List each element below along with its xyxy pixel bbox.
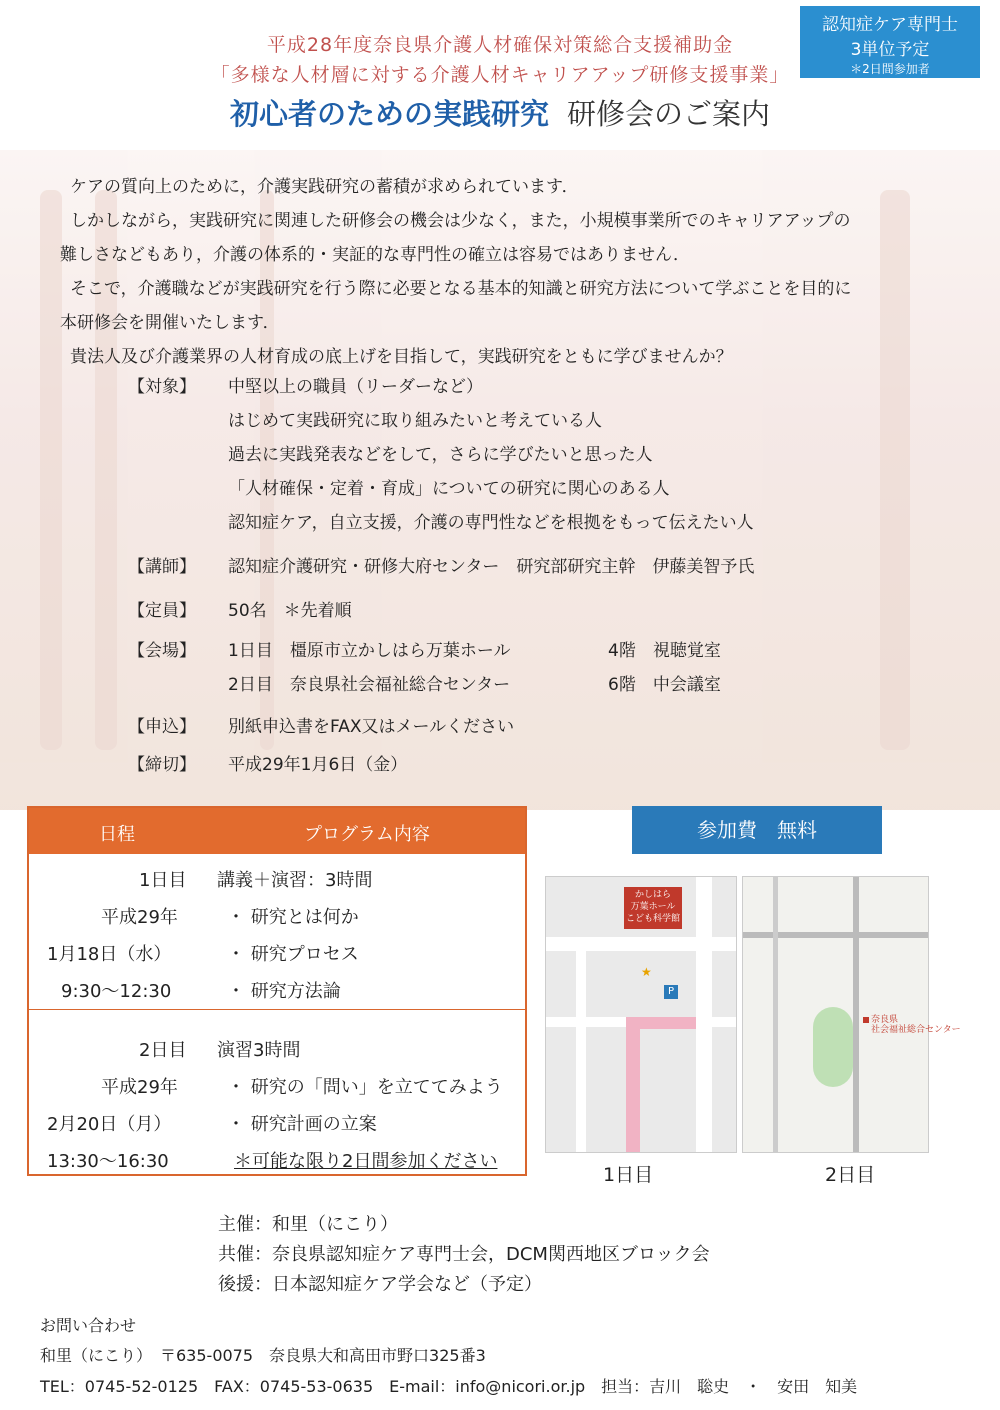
map2-venue-label: 奈良県 社会福祉総合センター: [871, 1015, 961, 1035]
day2-date: 2月20日（月）: [47, 1114, 172, 1135]
intro-line: そこで，介護職などが実践研究を行う際に必要となる基本的知識と研究方法について学ぶことを目的に: [70, 279, 852, 299]
day2-item: ・ 研究の「問い」を立ててみよう: [227, 1077, 503, 1098]
contact-address: 和里（にこり） 〒635-0075 奈良県大和高田市野口325番3: [40, 1346, 486, 1365]
intro-line: 難しさなどもあり，介護の体系的・実証的な専門性の確立は容易ではありません．: [60, 245, 691, 265]
intro-line: 本研修会を開催いたします．: [60, 313, 280, 333]
intro-line: しかしながら，実践研究に関連した研修会の機会は少なく，また，小規模事業所でのキャリアアップの: [70, 211, 851, 231]
capacity-label: 【定員】: [128, 601, 196, 621]
organizer-cohost: 共催：奈良県認知症ケア専門士会，DCM関西地区ブロック会: [218, 1244, 710, 1265]
schedule-table: [27, 806, 527, 1176]
map2-label: 2日目: [825, 1164, 876, 1186]
header-line1: 平成28年度奈良県介護人材確保対策総合支援補助金: [266, 34, 734, 56]
map-day2: [742, 876, 961, 1153]
deadline-value: 平成29年1月6日（金）: [228, 755, 408, 775]
park-area: [813, 1007, 853, 1087]
day1-label: 1日目: [139, 870, 187, 891]
map-day1: [545, 876, 737, 1153]
organizer-host: 主催：和里（にこり）: [218, 1214, 398, 1235]
title-main: 初心者のための実践研究: [229, 97, 549, 131]
venue1-value: 1日目 橿原市立かしはら万葉ホール: [228, 641, 511, 661]
contact-tel-line: TEL：0745-52-0125 FAX：0745-53-0635 E-mail：info@nicori.or.jp 担当：吉川 聡史 ・ 安田 知美: [40, 1377, 858, 1396]
target-item: 認知症ケア，自立支援，介護の専門性などを根拠をもって伝えたい人: [228, 513, 754, 533]
map1-venue-marker: [624, 887, 682, 929]
day1-item: ・ 研究とは何か: [227, 907, 359, 928]
badge-line1: 認知症ケア専門士: [822, 15, 958, 35]
header-line2: 「多様な人材層に対する介護人材キャリアアップ研修支援事業」: [210, 64, 790, 86]
schedule-head-date: 日程: [99, 824, 135, 845]
map1-venue-label: かしはら 万葉ホール こども科学館: [625, 890, 680, 924]
star-icon: ★: [641, 965, 652, 979]
schedule-head-program: プログラム内容: [304, 824, 430, 845]
day1-time: 9:30～12:30: [61, 981, 172, 1002]
organizer-support: 後援：日本認知症ケア学会など（予定）: [218, 1274, 542, 1295]
day1-item: ・ 研究方法論: [227, 981, 341, 1002]
intro-line: ケアの質向上のために，介護実践研究の蓄積が求められています．: [70, 177, 579, 197]
day2-item: ・ 研究計画の立案: [227, 1114, 377, 1135]
day1-title: 講義＋演習：3時間: [217, 870, 373, 891]
badge-line3: ＊2日間参加者: [850, 62, 930, 76]
target-item: 中堅以上の職員（リーダーなど）: [228, 377, 483, 397]
deadline-label: 【締切】: [128, 755, 196, 775]
day2-note: ＊可能な限り2日間参加ください: [234, 1151, 498, 1172]
venue-label: 【会場】: [128, 641, 196, 661]
schedule-divider: [29, 1009, 525, 1010]
badge-line2: 3単位予定: [850, 40, 930, 60]
map1-label: 1日目: [603, 1164, 654, 1186]
day1-year: 平成29年: [101, 907, 178, 928]
lecturer-label: 【講師】: [128, 557, 196, 577]
credit-badge: [800, 6, 980, 78]
schedule-header: [29, 808, 525, 854]
target-item: 「人材確保・定着・育成」についての研究に関心のある人: [228, 479, 670, 499]
target-item: はじめて実践研究に取り組みたいと考えている人: [228, 411, 602, 431]
day2-label: 2日目: [139, 1040, 187, 1061]
venue1-room: 4階 視聴覚室: [608, 641, 721, 661]
target-item: 過去に実践発表などをして，さらに学びたいと思った人: [228, 445, 653, 465]
contact-heading: お問い合わせ: [40, 1316, 137, 1335]
apply-value: 別紙申込書をFAX又はメールください: [228, 717, 515, 737]
lecturer-value: 認知症介護研究・研修大府センター 研究部研究主幹 伊藤美智予氏: [228, 557, 755, 577]
day2-time: 13:30～16:30: [47, 1151, 169, 1172]
apply-label: 【申込】: [128, 717, 196, 737]
map2-venue-marker: [863, 1017, 869, 1023]
day2-year: 平成29年: [101, 1077, 178, 1098]
venue2-value: 2日目 奈良県社会福祉総合センター: [228, 675, 511, 695]
target-label: 【対象】: [128, 377, 196, 397]
page-title: [0, 92, 1000, 133]
venue2-room: 6階 中会議室: [608, 675, 721, 695]
day1-item: ・ 研究プロセス: [227, 944, 359, 965]
intro-line: 貴法人及び介護業界の人材育成の底上げを目指して，実践研究をともに学びませんか？: [70, 347, 733, 367]
day1-date: 1月18日（水）: [47, 944, 172, 965]
parking-icon: P: [664, 985, 678, 999]
day2-title: 演習3時間: [217, 1040, 301, 1061]
intro-text: [60, 170, 960, 374]
title-sub: 研修会のご案内: [567, 97, 771, 131]
capacity-value: 50名 ＊先着順: [228, 601, 352, 621]
fee-banner: 参加費 無料: [632, 806, 882, 854]
